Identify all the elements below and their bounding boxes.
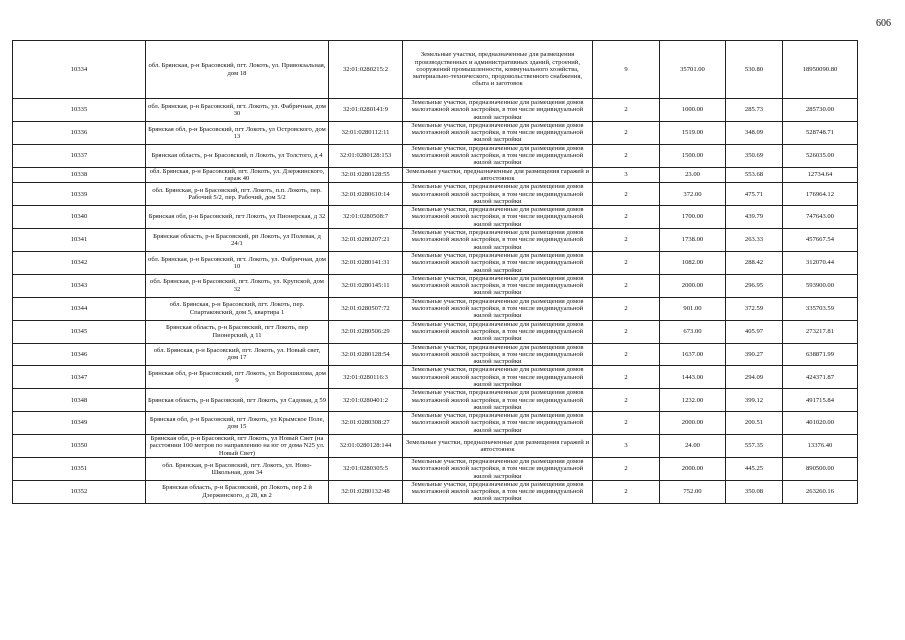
- row-number: 10342: [13, 251, 146, 274]
- address-cell: Брянская область, р-н Брасовский, рп Локоть, ул Полевая, д 24/1: [146, 229, 329, 252]
- row-number: 10344: [13, 297, 146, 320]
- cadastral-number-cell: 32:01:0280141:9: [329, 99, 403, 122]
- land-use-cell: Земельные участки, предназначенные для размещения домов малоэтажной жилой застройки, в том числе индивидуальной жилой застройки: [403, 480, 593, 503]
- group-code-cell: 2: [593, 121, 660, 144]
- specific-value-cell: 348.09: [726, 121, 783, 144]
- row-number: 10338: [13, 167, 146, 183]
- area-cell: 1443.00: [660, 366, 726, 389]
- address-cell: Брянская область, р-н Брасовский, пгт Локоть, ул Садовая, д 59: [146, 389, 329, 412]
- row-number: 10336: [13, 121, 146, 144]
- table-row: [13, 320, 858, 343]
- group-code-cell: 2: [593, 457, 660, 480]
- cadastral-number-cell: 32:01:0280507:72: [329, 297, 403, 320]
- cadastral-value-cell: 335703.59: [783, 297, 858, 320]
- group-code-cell: 3: [593, 167, 660, 183]
- cadastral-number-cell: 32:01:0280141:31: [329, 251, 403, 274]
- specific-value-cell: 350.08: [726, 480, 783, 503]
- cadastral-number-cell: 32:01:0280506:29: [329, 320, 403, 343]
- specific-value-cell: 530.80: [726, 41, 783, 99]
- cadastral-number-cell: 32:01:0280207:21: [329, 229, 403, 252]
- address-cell: обл. Брянская, р-н Брасовский, пгт. Локоть, ул. Новый свет, дом 17: [146, 343, 329, 366]
- land-use-cell: Земельные участки, предназначенные для размещения домов малоэтажной жилой застройки, в том числе индивидуальной жилой застройки: [403, 320, 593, 343]
- group-code-cell: 9: [593, 41, 660, 99]
- cadastral-value-cell: 312070.44: [783, 251, 858, 274]
- area-cell: 1519.00: [660, 121, 726, 144]
- group-code-cell: 2: [593, 366, 660, 389]
- cadastral-number-cell: 32:01:0280305:5: [329, 457, 403, 480]
- land-use-cell: Земельные участки, предназначенные для размещения домов малоэтажной жилой застройки, в том числе индивидуальной жилой застройки: [403, 251, 593, 274]
- group-code-cell: 2: [593, 320, 660, 343]
- cadastral-number-cell: 32:01:0280128:55: [329, 167, 403, 183]
- cadastral-value-cell: 528748.71: [783, 121, 858, 144]
- address-cell: Брянская обл, р-н Брасовский, пгт Локоть, ул Новый Свет (на расстоянии 100 метров по направлению на юг от дома N25 ул. Новый Свет): [146, 435, 329, 458]
- table-row: [13, 366, 858, 389]
- cadastral-number-cell: 32:01:0280215:2: [329, 41, 403, 99]
- table-row: [13, 251, 858, 274]
- row-number: 10349: [13, 412, 146, 435]
- cadastral-value-cell: 18950090.80: [783, 41, 858, 99]
- specific-value-cell: 439.79: [726, 206, 783, 229]
- table-row: [13, 457, 858, 480]
- land-use-cell: Земельные участки, предназначенные для размещения гаражей и автостоянок: [403, 435, 593, 458]
- area-cell: 1738.00: [660, 229, 726, 252]
- cadastral-number-cell: 32:01:0280112:11: [329, 121, 403, 144]
- address-cell: Брянская обл, р-н Брасовский, пгт Локоть, ул Пионерская, д 32: [146, 206, 329, 229]
- table-body: [13, 41, 858, 504]
- area-cell: 1700.00: [660, 206, 726, 229]
- address-cell: Брянская обл, р-н Брасовский, пгт Локоть, ул Крымское Поле, дом 15: [146, 412, 329, 435]
- specific-value-cell: 475.71: [726, 183, 783, 206]
- address-cell: обл. Брянская, р-н Брасовский, пгт. Локоть, ул. Ново-Школьная, дом 34: [146, 457, 329, 480]
- cadastral-number-cell: 32:01:0280116:3: [329, 366, 403, 389]
- land-use-cell: Земельные участки, предназначенные для размещения домов малоэтажной жилой застройки, в том числе индивидуальной жилой застройки: [403, 229, 593, 252]
- land-use-cell: Земельные участки, предназначенные для размещения домов малоэтажной жилой застройки, в том числе индивидуальной жилой застройки: [403, 457, 593, 480]
- address-cell: обл. Брянская, р-н Брасовский, пгт. Локоть, ул. Фабричная, дом 10: [146, 251, 329, 274]
- land-use-cell: Земельные участки, предназначенные для размещения домов малоэтажной жилой застройки, в том числе индивидуальной жилой застройки: [403, 206, 593, 229]
- cadastral-value-cell: 491715.84: [783, 389, 858, 412]
- cadastral-value-table: [12, 40, 858, 504]
- specific-value-cell: 445.25: [726, 457, 783, 480]
- group-code-cell: 2: [593, 297, 660, 320]
- address-cell: обл. Брянская, р-н Брасовский, пгт. Локоть, ул. Фабричная, дом 30: [146, 99, 329, 122]
- specific-value-cell: 372.59: [726, 297, 783, 320]
- address-cell: Брянская область, р-н Брасовский, п Локоть, ул Толстого, д 4: [146, 144, 329, 167]
- specific-value-cell: 350.69: [726, 144, 783, 167]
- group-code-cell: 2: [593, 412, 660, 435]
- group-code-cell: 2: [593, 183, 660, 206]
- cadastral-value-cell: 12734.64: [783, 167, 858, 183]
- table-row: [13, 99, 858, 122]
- cadastral-number-cell: 32:01:0280128:144: [329, 435, 403, 458]
- table-row: [13, 480, 858, 503]
- group-code-cell: 2: [593, 480, 660, 503]
- area-cell: 1637.00: [660, 343, 726, 366]
- area-cell: 1500.00: [660, 144, 726, 167]
- table-row: [13, 229, 858, 252]
- table-row: [13, 412, 858, 435]
- row-number: 10340: [13, 206, 146, 229]
- table-row: [13, 167, 858, 183]
- address-cell: обл. Брянская, р-н Брасовский, пгт. Локоть, ул. Привокзальная, дом 18: [146, 41, 329, 99]
- cadastral-value-cell: 890500.00: [783, 457, 858, 480]
- area-cell: 1232.00: [660, 389, 726, 412]
- table-row: [13, 121, 858, 144]
- area-cell: 35701.00: [660, 41, 726, 99]
- group-code-cell: 2: [593, 206, 660, 229]
- cadastral-value-cell: 176964.12: [783, 183, 858, 206]
- cadastral-number-cell: 32:01:0280145:11: [329, 274, 403, 297]
- address-cell: обл. Брянская, р-н Брасовский, пгт. Локоть, пер. Спартаковский, дом 5, квартира 1: [146, 297, 329, 320]
- cadastral-number-cell: 32:01:0280128:54: [329, 343, 403, 366]
- row-number: 10337: [13, 144, 146, 167]
- specific-value-cell: 557.35: [726, 435, 783, 458]
- cadastral-number-cell: 32:01:0280308:27: [329, 412, 403, 435]
- area-cell: 23.00: [660, 167, 726, 183]
- specific-value-cell: 553.68: [726, 167, 783, 183]
- group-code-cell: 2: [593, 389, 660, 412]
- group-code-cell: 2: [593, 343, 660, 366]
- specific-value-cell: 399.12: [726, 389, 783, 412]
- area-cell: 1082.00: [660, 251, 726, 274]
- group-code-cell: 3: [593, 435, 660, 458]
- table-row: [13, 41, 858, 99]
- area-cell: 2000.00: [660, 274, 726, 297]
- area-cell: 901.00: [660, 297, 726, 320]
- area-cell: 752.00: [660, 480, 726, 503]
- row-number: 10351: [13, 457, 146, 480]
- group-code-cell: 2: [593, 274, 660, 297]
- cadastral-value-cell: 457667.54: [783, 229, 858, 252]
- address-cell: Брянская обл, р-н Брасовский, пгт Локоть, ул Островского, дом 13: [146, 121, 329, 144]
- land-use-cell: Земельные участки, предназначенные для размещения домов малоэтажной жилой застройки, в том числе индивидуальной жилой застройки: [403, 366, 593, 389]
- table-row: [13, 274, 858, 297]
- address-cell: обл. Брянская, р-н Брасовский, пгт. Локоть, ул. Дзержинского, гараж 40: [146, 167, 329, 183]
- group-code-cell: 2: [593, 144, 660, 167]
- row-number: 10334: [13, 41, 146, 99]
- specific-value-cell: 200.51: [726, 412, 783, 435]
- area-cell: 24.00: [660, 435, 726, 458]
- land-use-cell: Земельные участки, предназначенные для размещения домов малоэтажной жилой застройки, в том числе индивидуальной жилой застройки: [403, 144, 593, 167]
- address-cell: Брянская область, р-н Брасовский, рп Локоть, пер 2 й Дзержинского, д 28, кв 2: [146, 480, 329, 503]
- row-number: 10348: [13, 389, 146, 412]
- table-row: [13, 343, 858, 366]
- cadastral-value-cell: 263260.16: [783, 480, 858, 503]
- page-number: 606: [876, 18, 891, 29]
- address-cell: обл. Брянская, р-н Брасовский, пгт. Локоть, ул. Крупской, дом 32: [146, 274, 329, 297]
- cadastral-value-cell: 638871.99: [783, 343, 858, 366]
- specific-value-cell: 288.42: [726, 251, 783, 274]
- land-use-cell: Земельные участки, предназначенные для размещения домов малоэтажной жилой застройки, в том числе индивидуальной жилой застройки: [403, 99, 593, 122]
- cadastral-number-cell: 32:01:0280610:14: [329, 183, 403, 206]
- table-row: [13, 144, 858, 167]
- land-use-cell: Земельные участки, предназначенные для размещения производственных и административных зданий, строений, сооружений промышленности, коммунального хозяйства, материально-технического, продовольственного снабжения, сбыта и заготовок: [403, 41, 593, 99]
- row-number: 10335: [13, 99, 146, 122]
- table-row: [13, 389, 858, 412]
- table-row: [13, 183, 858, 206]
- land-use-cell: Земельные участки, предназначенные для размещения домов малоэтажной жилой застройки, в том числе индивидуальной жилой застройки: [403, 343, 593, 366]
- row-number: 10345: [13, 320, 146, 343]
- specific-value-cell: 294.09: [726, 366, 783, 389]
- area-cell: 372.00: [660, 183, 726, 206]
- area-cell: 1000.00: [660, 99, 726, 122]
- cadastral-number-cell: 32:01:0280132:48: [329, 480, 403, 503]
- row-number: 10350: [13, 435, 146, 458]
- land-use-cell: Земельные участки, предназначенные для размещения домов малоэтажной жилой застройки, в том числе индивидуальной жилой застройки: [403, 297, 593, 320]
- cadastral-number-cell: 32:01:0280401:2: [329, 389, 403, 412]
- cadastral-value-cell: 401020.00: [783, 412, 858, 435]
- land-use-cell: Земельные участки, предназначенные для размещения домов малоэтажной жилой застройки, в том числе индивидуальной жилой застройки: [403, 183, 593, 206]
- address-cell: Брянская обл, р-н Брасовский, пгт Локоть, ул Ворошилова, дом 9: [146, 366, 329, 389]
- specific-value-cell: 285.73: [726, 99, 783, 122]
- table-row: [13, 297, 858, 320]
- table-row: [13, 435, 858, 458]
- cadastral-number-cell: 32:01:0280508:7: [329, 206, 403, 229]
- land-use-cell: Земельные участки, предназначенные для размещения гаражей и автостоянок: [403, 167, 593, 183]
- land-use-cell: Земельные участки, предназначенные для размещения домов малоэтажной жилой застройки, в том числе индивидуальной жилой застройки: [403, 412, 593, 435]
- area-cell: 2000.00: [660, 457, 726, 480]
- row-number: 10341: [13, 229, 146, 252]
- land-use-cell: Земельные участки, предназначенные для размещения домов малоэтажной жилой застройки, в том числе индивидуальной жилой застройки: [403, 121, 593, 144]
- cadastral-value-cell: 273217.81: [783, 320, 858, 343]
- cadastral-value-cell: 593900.00: [783, 274, 858, 297]
- row-number: 10346: [13, 343, 146, 366]
- cadastral-number-cell: 32:01:0280128:153: [329, 144, 403, 167]
- group-code-cell: 2: [593, 229, 660, 252]
- specific-value-cell: 390.27: [726, 343, 783, 366]
- row-number: 10352: [13, 480, 146, 503]
- cadastral-value-cell: 526035.00: [783, 144, 858, 167]
- area-cell: 2000.00: [660, 412, 726, 435]
- row-number: 10339: [13, 183, 146, 206]
- specific-value-cell: 263.33: [726, 229, 783, 252]
- specific-value-cell: 296.95: [726, 274, 783, 297]
- table-row: [13, 206, 858, 229]
- land-use-cell: Земельные участки, предназначенные для размещения домов малоэтажной жилой застройки, в том числе индивидуальной жилой застройки: [403, 389, 593, 412]
- row-number: 10347: [13, 366, 146, 389]
- land-use-cell: Земельные участки, предназначенные для размещения домов малоэтажной жилой застройки, в том числе индивидуальной жилой застройки: [403, 274, 593, 297]
- cadastral-value-cell: 747643.00: [783, 206, 858, 229]
- cadastral-value-cell: 285730.00: [783, 99, 858, 122]
- address-cell: Брянская область, р-н Брасовский, пгт Локоть, пер Пионерский, д 11: [146, 320, 329, 343]
- cadastral-value-cell: 13376.40: [783, 435, 858, 458]
- cadastral-value-cell: 424371.87: [783, 366, 858, 389]
- address-cell: обл. Брянская, р-н Брасовский, пгт. Локоть, п.п. Локоть, пер. Рабочий 5/2, пер. Рабочий, дом 5/2: [146, 183, 329, 206]
- specific-value-cell: 405.97: [726, 320, 783, 343]
- row-number: 10343: [13, 274, 146, 297]
- group-code-cell: 2: [593, 99, 660, 122]
- group-code-cell: 2: [593, 251, 660, 274]
- area-cell: 673.00: [660, 320, 726, 343]
